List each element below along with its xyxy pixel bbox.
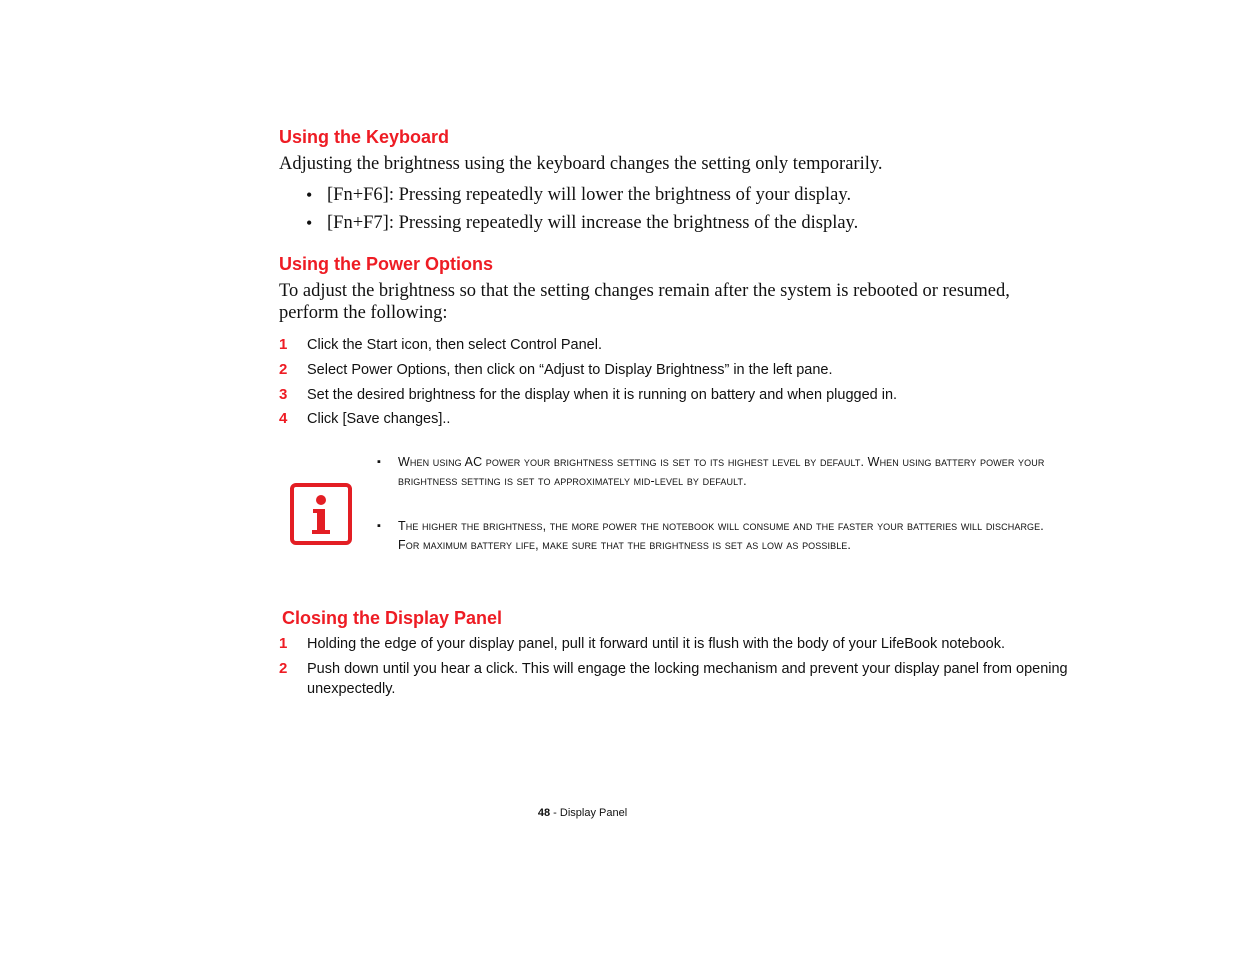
square-bullet: ▪: [377, 520, 381, 532]
step-number: 2: [279, 660, 288, 677]
step-text: Click [Save changes]..: [307, 411, 451, 427]
list-item: [279, 659, 1069, 699]
list-item: [279, 409, 1069, 429]
list-item: [279, 385, 1069, 405]
step-text: Push down until you hear a click. This will engage the locking mechanism and prevent your display panel from opening unexpectedly.: [307, 661, 1068, 697]
footer-separator: -: [550, 807, 560, 819]
info-icon: [289, 482, 353, 546]
footer-section: Display Panel: [559, 807, 628, 819]
step-number: 1: [279, 635, 288, 652]
page-footer: [0, 807, 1200, 819]
step-number: 1: [279, 336, 288, 353]
step-text: Holding the edge of your display panel, pull it forward until it is flush with the body of your LifeBook notebook.: [307, 636, 1006, 652]
note-item: [375, 517, 1055, 555]
heading-using-keyboard: Using the Keyboard: [279, 127, 450, 147]
note-text: When using AC power your brightness setting is set to its highest level by default. When using battery power your brightness setting is set to approximately mid-level by default.: [398, 455, 1045, 488]
step-text: Select Power Options, then click on “Adjust to Display Brightness” in the left pane.: [307, 362, 833, 378]
list-item: [279, 634, 1069, 654]
step-number: 4: [279, 410, 288, 427]
keyboard-bullet-text: [Fn+F6]: Pressing repeatedly will lower the brightness of your display.: [327, 185, 852, 205]
power-intro: To adjust the brightness so that the setting changes remain after the system is rebooted or resumed, perform the following:: [279, 281, 1010, 323]
square-bullet: ▪: [377, 456, 381, 468]
keyboard-bullet-text: [Fn+F7]: Pressing repeatedly will increase the brightness of the display.: [327, 213, 859, 233]
step-text: Set the desired brightness for the display when it is running on battery and when plugged in.: [307, 387, 898, 403]
step-text: Click the Start icon, then select Control Panel.: [307, 337, 602, 353]
bullet-dot: •: [306, 213, 313, 233]
list-item: [279, 360, 1069, 380]
page-number: 48: [537, 807, 551, 819]
step-number: 2: [279, 361, 288, 378]
keyboard-intro: Adjusting the brightness using the keyboard changes the setting only temporarily.: [279, 154, 883, 174]
step-number: 3: [279, 386, 288, 403]
note-item: [375, 453, 1055, 491]
heading-closing-display-panel: Closing the Display Panel: [282, 608, 503, 628]
heading-using-power-options: Using the Power Options: [279, 254, 494, 274]
list-item: [279, 335, 1069, 355]
bullet-dot: •: [306, 185, 313, 205]
note-text: The higher the brightness, the more power the notebook will consume and the faster your batteries will discharge. For maximum battery life, make sure that the brightness is set as low as possible.: [398, 519, 1044, 552]
